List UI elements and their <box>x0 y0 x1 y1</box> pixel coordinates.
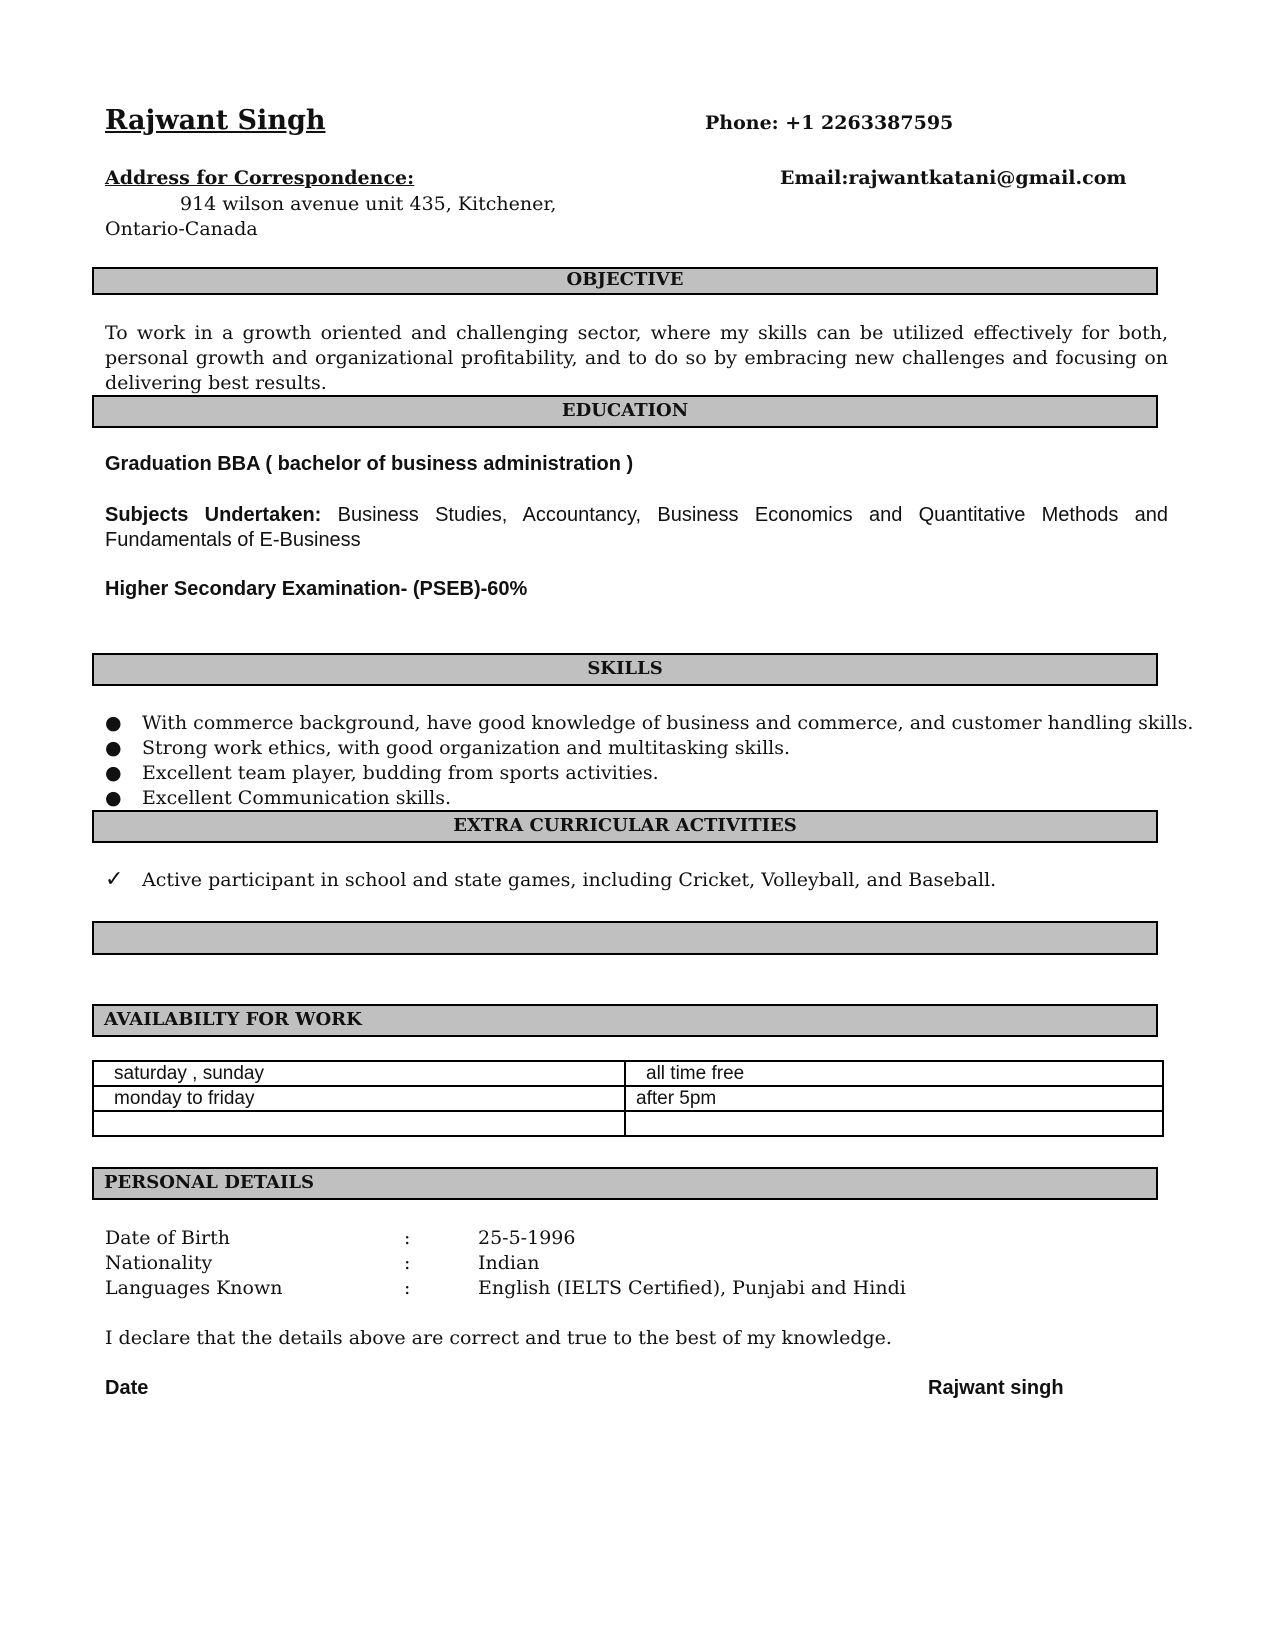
address-line-2: Ontario-Canada <box>105 218 258 240</box>
skill-text: Excellent Communication skills. <box>142 787 452 809</box>
personal-row <box>0 1252 1275 1277</box>
table-row <box>93 1086 1163 1111</box>
education-graduation: Graduation BBA ( bachelor of business administration ) <box>105 453 634 475</box>
personal-value: 25-5-1996 <box>478 1227 576 1249</box>
education-heading: EDUCATION <box>92 395 1158 428</box>
empty-section-bar <box>92 921 1158 955</box>
personal-colon: : <box>404 1277 411 1299</box>
extra-curricular-heading: EXTRA CURRICULAR ACTIVITIES <box>92 810 1158 843</box>
email-address: Email:rajwantkatani@gmail.com <box>780 167 1127 189</box>
skills-heading: SKILLS <box>92 653 1158 686</box>
availability-day: monday to friday <box>93 1086 625 1111</box>
bullet-icon: ● <box>105 762 122 784</box>
availability-heading: AVAILABILTY FOR WORK <box>92 1004 1158 1037</box>
personal-label: Nationality <box>105 1252 213 1274</box>
personal-details-heading: PERSONAL DETAILS <box>92 1167 1158 1200</box>
table-row <box>93 1111 1163 1136</box>
objective-text: To work in a growth oriented and challenging sector, where my skills can be utilized effectively for both, personal growth and organizational profitability, and to do so by embracing new challenges and focusing on delivering best results. <box>105 322 1168 394</box>
availability-time: all time free <box>625 1061 1163 1086</box>
address-label: Address for Correspondence: <box>105 167 415 189</box>
bullet-icon: ● <box>105 787 122 809</box>
checkmark-icon: ✓ <box>105 867 124 892</box>
activity-text: Active participant in school and state games, including Cricket, Volleyball, and Baseball. <box>142 869 997 891</box>
personal-colon: : <box>404 1227 411 1249</box>
date-label: Date <box>105 1377 149 1399</box>
bullet-icon: ● <box>105 712 122 734</box>
availability-table <box>92 1060 1164 1137</box>
skill-text: Strong work ethics, with good organization and multitasking skills. <box>142 737 791 759</box>
declaration-text: I declare that the details above are correct and true to the best of my knowledge. <box>105 1327 892 1349</box>
availability-day <box>93 1111 625 1136</box>
availability-time: after 5pm <box>625 1086 1163 1111</box>
subjects-list: Business Studies, Accountancy, Business Economics and Quantitative Methods and Fundamentals of E-Business <box>105 504 1168 551</box>
phone-number: Phone: +1 2263387595 <box>705 112 954 134</box>
availability-time <box>625 1111 1163 1136</box>
signature-name: Rajwant singh <box>928 1377 1064 1399</box>
bullet-icon: ● <box>105 737 122 759</box>
candidate-name: Rajwant Singh <box>105 105 326 136</box>
skill-text: Excellent team player, budding from sports activities. <box>142 762 659 784</box>
personal-row <box>0 1277 1275 1302</box>
personal-value: Indian <box>478 1252 540 1274</box>
education-higher-secondary: Higher Secondary Examination- (PSEB)-60% <box>105 578 528 600</box>
personal-value: English (IELTS Certified), Punjabi and Hindi <box>478 1277 906 1299</box>
subjects-label: Subjects Undertaken: <box>105 504 322 526</box>
skill-text: With commerce background, have good knowledge of business and commerce, and customer handling skills. <box>142 712 1194 734</box>
table-row <box>93 1061 1163 1086</box>
objective-heading: OBJECTIVE <box>92 267 1158 295</box>
education-subjects <box>105 503 1168 553</box>
personal-label: Date of Birth <box>105 1227 230 1249</box>
personal-row <box>0 1227 1275 1252</box>
personal-label: Languages Known <box>105 1277 283 1299</box>
address-line-1: 914 wilson avenue unit 435, Kitchener, <box>180 193 557 215</box>
availability-day: saturday , sunday <box>93 1061 625 1086</box>
personal-colon: : <box>404 1252 411 1274</box>
